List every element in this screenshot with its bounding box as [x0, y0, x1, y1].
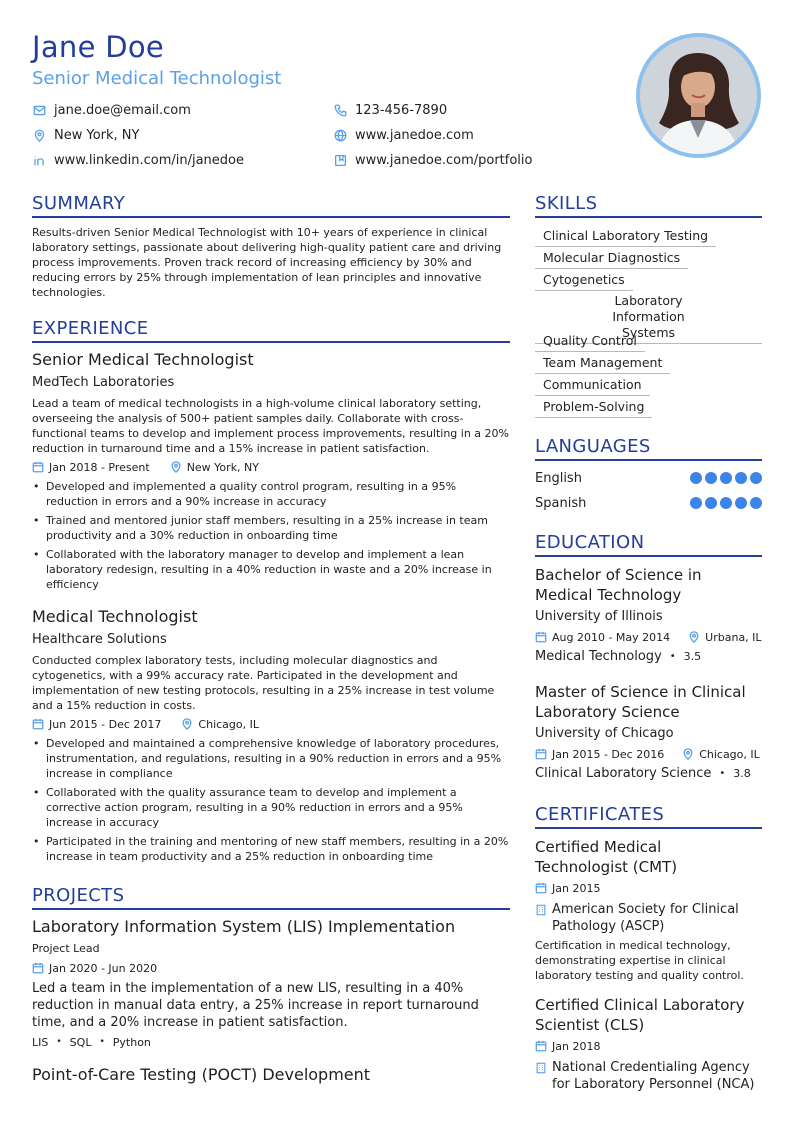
linkedin-text: www.linkedin.com/in/janedoe — [54, 152, 244, 168]
degree-title: Master of Science in Clinical Laboratory Science — [535, 683, 746, 721]
experience-heading: EXPERIENCE — [32, 318, 510, 343]
skill-item: Clinical Laboratory Testing — [535, 226, 716, 247]
project-description: Led a team in the implementation of a new LIS, resulting in a 40% reduction in manual data entry, a 25% increase in report turnaround time, and a 20% increase in patient satisfaction. — [32, 981, 479, 1030]
education-meta — [535, 747, 760, 761]
contact-location — [32, 126, 139, 144]
education-field-gpa: Medical Technology • 3.5 — [535, 649, 702, 664]
education-heading: EDUCATION — [535, 532, 762, 557]
calendar-icon — [32, 962, 44, 974]
certificate-date-row — [535, 881, 600, 895]
skill-item: Laboratory Information Systems — [535, 291, 762, 344]
skill-item: Problem-Solving — [535, 397, 652, 418]
job-company: MedTech Laboratories — [32, 375, 175, 390]
project-dates: Jan 2020 - Jun 2020 — [49, 961, 158, 975]
language-row — [535, 495, 762, 511]
summary-text: Results-driven Senior Medical Technologist with 10+ years of experience in clinical laboratory settings, passionate about delivering high-quality patient care and driving process improvements. Proven track record of increasing efficiency by 30% and reducing errors by 25% through implementation of lean principles and innovative technologies. — [32, 226, 502, 299]
language-name: Spanish — [535, 495, 587, 511]
education-field: Medical Technology — [535, 649, 662, 664]
certificate-issuer-row — [535, 901, 762, 935]
skill-item: Quality Control — [535, 331, 645, 352]
location-pin-icon — [181, 718, 193, 730]
calendar-icon — [32, 718, 44, 730]
education-field-gpa: Clinical Laboratory Science • 3.8 — [535, 766, 751, 781]
bullet-item: • Developed and implemented a quality control program, resulting in a 95% reduction in errors and a 90% increase in accuracy — [32, 479, 510, 509]
certificate-title: Certified Clinical Laboratory Scientist (CLS) — [535, 996, 745, 1034]
certificate-issuer-row — [535, 1059, 762, 1093]
proficiency-dots — [690, 497, 762, 509]
education-meta — [535, 630, 762, 644]
school-name: University of Illinois — [535, 609, 663, 624]
school-name: University of Chicago — [535, 726, 674, 741]
certificate-issuer: American Society for Clinical Pathology (ASCP) — [552, 902, 739, 934]
phone-text: 123-456-7890 — [355, 102, 448, 118]
calendar-icon — [535, 748, 547, 760]
profile-photo — [636, 33, 761, 158]
education-gpa: 3.5 — [683, 650, 702, 663]
job-dates: Jan 2018 - Present — [49, 460, 150, 474]
job-title: Medical Technologist — [32, 607, 198, 626]
skills-heading: SKILLS — [535, 193, 762, 218]
project-meta — [32, 961, 157, 975]
bullet-item: • Developed and maintained a comprehensive knowledge of laboratory procedures, instrumentation, and regulations, resulting in a 90% reduction in errors and a 95% increase in compliance — [32, 736, 510, 781]
certificate-issuer: National Credentialing Agency for Laboratory Personnel (NCA) — [552, 1060, 755, 1092]
location-pin-icon — [170, 461, 182, 473]
degree-title: Bachelor of Science in Medical Technology — [535, 566, 702, 604]
email-text: jane.doe@email.com — [54, 102, 191, 118]
tech-tag: Python — [112, 1035, 151, 1049]
certificate-date: Jan 2015 — [552, 881, 601, 895]
contact-website[interactable] — [333, 126, 474, 144]
summary-heading: SUMMARY — [32, 193, 510, 218]
job-meta — [32, 460, 259, 474]
certificate-date-row — [535, 1039, 600, 1053]
globe-icon — [333, 128, 347, 142]
job-location: Chicago, IL — [198, 717, 259, 731]
calendar-icon — [535, 1040, 547, 1052]
education-dates: Aug 2010 - May 2014 — [552, 630, 671, 644]
project-title: Laboratory Information System (LIS) Implementation — [32, 917, 456, 936]
job-meta — [32, 717, 259, 731]
job-bullets — [32, 479, 510, 596]
certificate-title: Certified Medical Technologist (CMT) — [535, 838, 678, 876]
certificate-description: Certification in medical technology, demonstrating expertise in clinical laboratory testing and quality control. — [535, 939, 744, 982]
contact-phone[interactable] — [333, 101, 447, 119]
bookmark-icon — [333, 153, 347, 167]
education-location: Urbana, IL — [705, 630, 762, 644]
certificate-date: Jan 2018 — [552, 1039, 601, 1053]
job-title: Senior Medical Technologist — [32, 350, 254, 369]
proficiency-dots — [690, 472, 762, 484]
location-pin-icon — [688, 631, 700, 643]
project-role: Project Lead — [32, 942, 100, 955]
language-name: English — [535, 470, 582, 486]
job-company: Healthcare Solutions — [32, 632, 167, 647]
education-field: Clinical Laboratory Science — [535, 766, 712, 781]
candidate-title: Senior Medical Technologist — [32, 68, 282, 89]
education-location: Chicago, IL — [699, 747, 760, 761]
education-gpa: 3.8 — [733, 767, 751, 780]
languages-heading: LANGUAGES — [535, 436, 762, 461]
bullet-item: • Collaborated with the laboratory manager to develop and implement a lean laboratory redesign, resulting in a 40% reduction in waste and a 20% increase in efficiency — [32, 547, 510, 592]
certificates-heading: CERTIFICATES — [535, 804, 762, 829]
location-pin-icon — [682, 748, 694, 760]
calendar-icon — [32, 461, 44, 473]
bullet-item: • Participated in the training and mentoring of new staff members, resulting in a 20% increase in team productivity and a 25% reduction in onboarding time — [32, 834, 510, 864]
location-text: New York, NY — [54, 127, 140, 143]
language-row — [535, 470, 762, 486]
tech-tag: LIS — [32, 1035, 49, 1049]
bullet-item: • Trained and mentored junior staff members, resulting in a 25% increase in team productivity and a 30% reduction in onboarding time — [32, 513, 510, 543]
skill-item: Team Management — [535, 353, 670, 374]
calendar-icon — [535, 631, 547, 643]
skill-item: Molecular Diagnostics — [535, 248, 688, 269]
website-text: www.janedoe.com — [355, 127, 474, 143]
skill-item: Cytogenetics — [535, 270, 633, 291]
tech-tag: SQL — [69, 1035, 92, 1049]
linkedin-icon — [32, 153, 46, 167]
calendar-icon — [535, 882, 547, 894]
job-location: New York, NY — [186, 460, 259, 474]
job-dates: Jun 2015 - Dec 2017 — [49, 717, 162, 731]
phone-icon — [333, 103, 347, 117]
job-description: Conducted complex laboratory tests, including molecular diagnostics and cytogenetics, with a 99% accuracy rate. Participated in the development and implementation of new testing protocols, resulting in a 25% increase in test volume and a 15% reduction in costs. — [32, 654, 495, 712]
contact-linkedin[interactable] — [32, 151, 244, 169]
location-pin-icon — [32, 128, 46, 142]
contact-email[interactable] — [32, 101, 191, 119]
skill-item: Communication — [535, 375, 650, 396]
mail-icon — [32, 103, 46, 117]
portfolio-text: www.janedoe.com/portfolio — [355, 152, 533, 168]
job-description: Lead a team of medical technologists in a high-volume clinical laboratory setting, overseeing the analysis of 500+ patient samples daily. Collaborate with cross-functional teams to develop and implement process improvements, resulting in a 20% reduction in turnaround time and a 15% increase in patient satisfaction. — [32, 397, 509, 455]
education-dates: Jan 2015 - Dec 2016 — [552, 747, 665, 761]
building-icon — [535, 1062, 547, 1074]
skills-list — [535, 225, 762, 418]
building-icon — [535, 904, 547, 916]
bullet-item: • Collaborated with the quality assurance team to develop and implement a corrective action program, resulting in a 90% reduction in errors and a 95% increase in accuracy — [32, 785, 510, 830]
projects-heading: PROJECTS — [32, 885, 510, 910]
project-tech: LIS • SQL • Python — [32, 1035, 151, 1049]
project-title: Point-of-Care Testing (POCT) Development — [32, 1065, 371, 1084]
candidate-name: Jane Doe — [32, 30, 165, 64]
contact-portfolio[interactable] — [333, 151, 533, 169]
job-bullets — [32, 736, 510, 868]
